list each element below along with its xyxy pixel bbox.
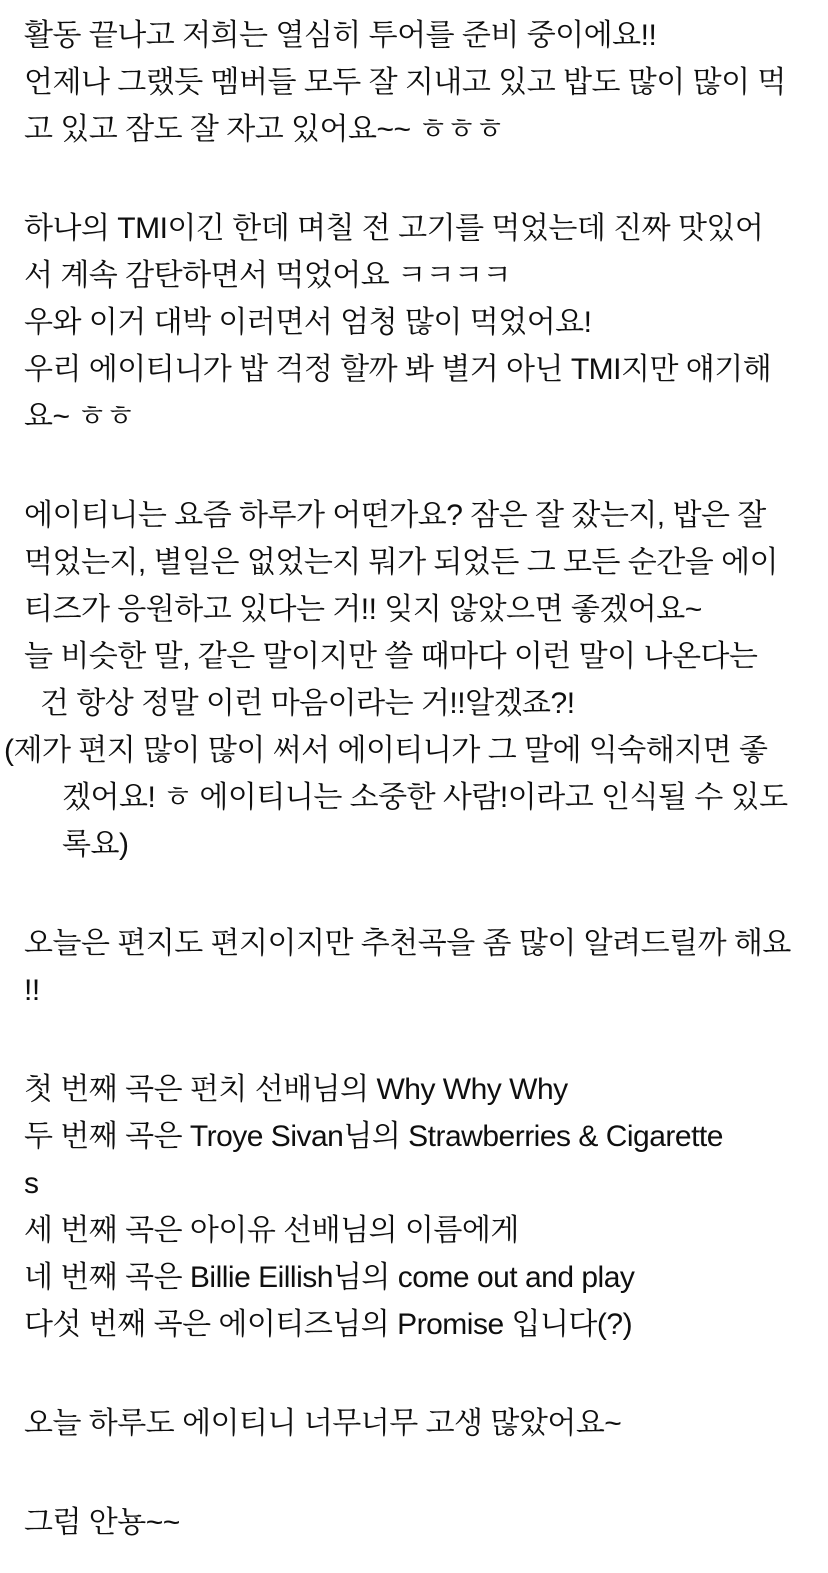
letter-line: 오늘은 편지도 편지이지만 추천곡을 좀 많이 알려드릴까 해요 xyxy=(24,927,791,960)
letter-line: 우와 이거 대박 이러면서 엄청 많이 먹었어요! xyxy=(24,306,592,339)
paragraph-good-work-today xyxy=(24,1400,820,1447)
letter-line: 늘 비슷한 말, 같은 말이지만 쓸 때마다 이런 말이 나온다는 xyxy=(24,640,758,673)
letter-line: 겠어요! ㅎ 에이티니는 소중한 사람!이라고 인식될 수 있도 xyxy=(62,781,788,814)
letter-line: (제가 편지 많이 많이 써서 에이티니가 그 말에 익숙해지면 좋 xyxy=(4,734,768,767)
letter-line: 다섯 번째 곡은 에이티즈님의 Promise 입니다(?) xyxy=(24,1308,633,1341)
letter-line: 먹었는지, 별일은 없었는지 뭐가 되었든 그 모든 순간을 에이 xyxy=(24,546,779,579)
letter-line: 록요) xyxy=(62,828,129,861)
paragraph-goodbye xyxy=(24,1499,820,1546)
letter-line: 건 항상 정말 이런 마음이라는 거!!알겠죠?! xyxy=(40,687,575,720)
letter-line: 요~ ㅎㅎ xyxy=(24,400,135,433)
paragraph-cheering-atiny xyxy=(4,492,820,868)
letter-line: 첫 번째 곡은 펀치 선배님의 Why Why Why xyxy=(24,1073,568,1106)
letter-line: 그럼 안뇽~~ xyxy=(24,1506,180,1539)
letter-line: 세 번째 곡은 아이유 선배님의 이름에게 xyxy=(24,1214,519,1247)
letter-line: 활동 끝나고 저희는 열심히 투어를 준비 중이에요!! xyxy=(24,19,657,52)
paragraph-song-list xyxy=(24,1066,820,1348)
paragraph-tmi-meat xyxy=(24,205,820,440)
letter-line: 네 번째 곡은 Billie Eillish님의 come out and play xyxy=(24,1261,635,1294)
paragraph-song-recs-intro xyxy=(24,920,820,1014)
letter-line: !! xyxy=(24,974,40,1007)
letter-line: 에이티니는 요즘 하루가 어떤가요? 잠은 잘 잤는지, 밥은 잘 xyxy=(24,499,766,532)
letter-line: 하나의 TMI이긴 한데 며칠 전 고기를 먹었는데 진짜 맛있어 xyxy=(24,212,764,245)
letter-line: s xyxy=(24,1167,39,1200)
letter-line: 우리 에이티니가 밥 걱정 할까 봐 별거 아닌 TMI지만 얘기해 xyxy=(24,353,772,386)
letter-line: 서 계속 감탄하면서 먹었어요 ㅋㅋㅋㅋ xyxy=(24,259,512,292)
letter-line: 오늘 하루도 에이티니 너무너무 고생 많았어요~ xyxy=(24,1407,622,1440)
paragraph-tour-prep xyxy=(24,12,820,153)
letter-line: 두 번째 곡은 Troye Sivan님의 Strawberries & Cigarette xyxy=(24,1120,723,1153)
letter-line: 고 있고 잠도 잘 자고 있어요~~ ㅎㅎㅎ xyxy=(24,113,504,146)
letter-line: 언제나 그랬듯 멤버들 모두 잘 지내고 있고 밥도 많이 많이 먹 xyxy=(24,66,786,99)
letter-line: 티즈가 응원하고 있다는 거!! 잊지 않았으면 좋겠어요~ xyxy=(24,593,702,626)
